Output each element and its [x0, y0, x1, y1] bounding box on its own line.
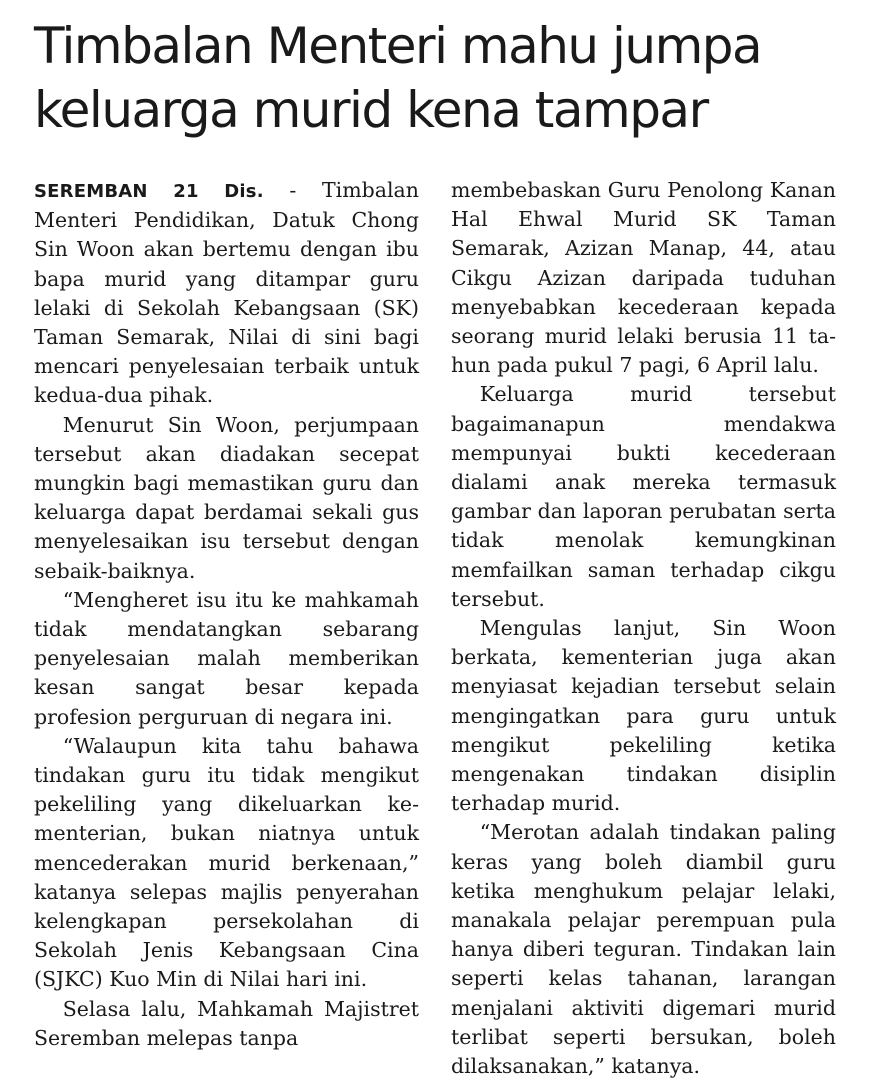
headline-line-2: keluarga murid kena tampar	[34, 81, 708, 139]
article-paragraph: membebaskan Guru Penolong Kanan Hal Ehwal Murid SK Taman Semarak, Azizan Manap, 44, atau Cikgu Azizan daripada tuduhan menyebabkan kecederaan kepada seorang murid lelaki berusia 11 tahun pada pukul 7 pagi, 6 April lalu.	[451, 178, 836, 378]
headline-line-1: Timbalan Menteri mahu jumpa	[34, 17, 762, 75]
article-column-right	[451, 176, 836, 1081]
article-paragraph: “Merotan adalah tindakan paling keras yang boleh diambil guru ketika menghukum pelajar lelaki, manakala pelajar perempuan pula hanya diberi teguran. Tindakan lain seperti kelas tahanan, larangan menjalani aktiviti digemari murid terlibat seperti bersukan, boleh dilaksanakan,” katanya.	[451, 820, 836, 1079]
article-paragraph	[34, 176, 419, 411]
article-paragraph: Mengulas lanjut, Sin Woon berkata, kementerian juga akan menyiasat kejadian tersebut selain mengingatkan para guru untuk mengikut pekeliling ketika mengenakan tindakan disiplin terhadap murid.	[451, 616, 836, 816]
article-paragraph: “Walaupun kita tahu bahawa tindakan guru itu tidak mengikut pekeliling yang dikeluarkan kementerian, bukan niatnya untuk mencederakan murid berkenaan,” katanya selepas majlis penyerahan kelengkapan persekolahan di Sekolah Jenis Kebangsaan Cina (SJKC) Kuo Min di Nilai hari ini.	[34, 733, 419, 992]
dateline: SEREMBAN 21 Dis.	[34, 181, 264, 202]
article-paragraph: Menurut Sin Woon, perjumpaan tersebut akan diadakan secepat mungkin bagi memastikan guru dan keluarga dapat berdamai sekali gus menyelesaikan isu tersebut dengan sebaik-baiknya.	[34, 412, 419, 583]
article-paragraph: Keluarga murid tersebut bagaimanapun mendakwa mempunyai bukti kecederaan dialami anak mereka termasuk gambar dan laporan perubatan serta tidak menolak kemungkinan memfailkan saman terhadap cikgu tersebut.	[451, 382, 836, 611]
article-column-left	[34, 176, 419, 1053]
article-headline	[34, 14, 854, 142]
paragraph-text: - Timbalan Menteri Pendidikan, Datuk Chong Sin Woon akan bertemu dengan ibu bapa murid yang ditampar guru lelaki di Sekolah Kebangsaan (SK) Taman Semarak, Nilai di sini bagi mencari penyelesaian terbaik untuk kedua-dua pihak.	[34, 178, 419, 408]
article-paragraph: “Mengheret isu itu ke mahkamah tidak mendatangkan sebarang penyelesaian malah memberikan kesan sangat besar kepada profesion perguruan di negara ini.	[34, 587, 419, 729]
article-paragraph: Selasa lalu, Mahkamah Majistret Seremban melepas tanpa	[34, 996, 419, 1050]
